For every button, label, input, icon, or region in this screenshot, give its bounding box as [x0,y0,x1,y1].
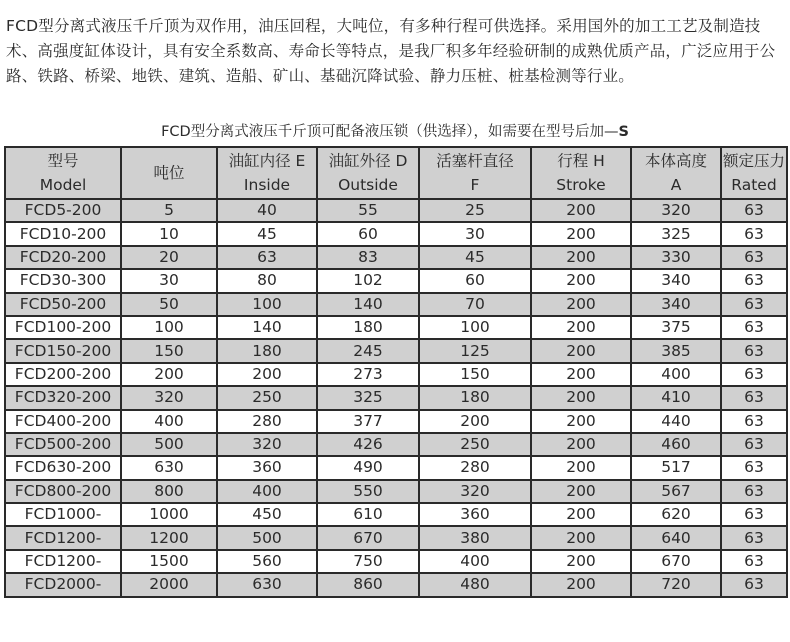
table-cell: 180 [419,386,531,409]
table-cell: FCD630-200 [5,456,121,479]
spec-table [4,146,788,598]
table-cell: 400 [419,550,531,573]
table-cell: 400 [631,363,721,386]
table-row [5,269,787,292]
table-cell: 380 [419,526,531,549]
table-cell: 250 [419,433,531,456]
table-row [5,480,787,503]
column-header [217,147,317,199]
table-cell: 63 [721,339,787,362]
table-cell: 200 [531,363,631,386]
column-header-line2: Outside [338,176,398,194]
table-cell: 200 [531,410,631,433]
table-cell: 100 [419,316,531,339]
table-cell: 30 [121,269,217,292]
column-header [121,147,217,199]
table-cell: FCD30-300 [5,269,121,292]
table-cell: 45 [217,222,317,245]
table-cell: 400 [121,410,217,433]
table-cell: FCD10-200 [5,222,121,245]
table-cell: 140 [317,293,419,316]
table-cell: FCD320-200 [5,386,121,409]
table-cell: 320 [217,433,317,456]
table-cell: 102 [317,269,419,292]
table-cell: 320 [419,480,531,503]
table-cell: 63 [721,480,787,503]
table-cell: FCD50-200 [5,293,121,316]
table-cell: FCD1200- [5,526,121,549]
table-cell: 360 [419,503,531,526]
column-header-line1: 活塞杆直径 [436,152,514,170]
table-cell: 200 [531,550,631,573]
table-cell: 670 [631,550,721,573]
table-cell: 460 [631,433,721,456]
table-cell: 377 [317,410,419,433]
table-cell: 200 [531,293,631,316]
column-header-line1: 油缸内径 E [228,152,306,170]
table-cell: 200 [531,199,631,222]
table-row [5,573,787,596]
table-cell: 450 [217,503,317,526]
column-header [631,147,721,199]
table-cell: 620 [631,503,721,526]
table-row [5,199,787,222]
table-cell: 245 [317,339,419,362]
column-header-line1: 油缸外径 D [328,152,408,170]
table-cell: 360 [217,456,317,479]
table-row [5,293,787,316]
table-cell: 375 [631,316,721,339]
table-cell: 490 [317,456,419,479]
table-cell: 385 [631,339,721,362]
table-cell: 100 [121,316,217,339]
table-cell: 200 [531,269,631,292]
table-cell: 1200 [121,526,217,549]
table-cell: 630 [217,573,317,596]
table-cell: 320 [631,199,721,222]
table-cell: 50 [121,293,217,316]
table-cell: 63 [721,386,787,409]
table-cell: 5 [121,199,217,222]
table-row [5,222,787,245]
table-cell: 325 [631,222,721,245]
table-cell: 150 [121,339,217,362]
table-cell: 280 [217,410,317,433]
table-cell: 100 [217,293,317,316]
table-cell: 150 [419,363,531,386]
table-row [5,246,787,269]
table-cell: 30 [419,222,531,245]
table-cell: 180 [217,339,317,362]
column-header-line1: 型号 [47,152,79,170]
table-cell: 630 [121,456,217,479]
table-cell: 63 [721,222,787,245]
table-cell: FCD500-200 [5,433,121,456]
table-cell: FCD200-200 [5,363,121,386]
table-cell: FCD100-200 [5,316,121,339]
table-row [5,550,787,573]
column-header-line2: Inside [243,176,291,194]
table-row [5,503,787,526]
table-cell: 63 [721,503,787,526]
table-cell: 125 [419,339,531,362]
table-cell: 200 [531,573,631,596]
table-cell: 500 [121,433,217,456]
table-cell: 200 [419,410,531,433]
table-cell: 25 [419,199,531,222]
table-cell: 610 [317,503,419,526]
table-cell: 63 [721,550,787,573]
column-header-line1: 吨位 [153,164,185,182]
table-row [5,456,787,479]
table-cell: 800 [121,480,217,503]
column-header [531,147,631,199]
table-cell: 60 [317,222,419,245]
table-cell: 330 [631,246,721,269]
table-cell: 200 [217,363,317,386]
table-cell: 550 [317,480,419,503]
column-header-line2: Stroke [556,176,606,194]
column-header-line1: 本体高度 [644,152,707,170]
table-cell: 63 [721,246,787,269]
table-cell: 63 [721,199,787,222]
table-cell: 670 [317,526,419,549]
table-row [5,433,787,456]
table-cell: 200 [531,503,631,526]
table-row [5,316,787,339]
table-cell: 63 [721,573,787,596]
table-cell: 200 [531,339,631,362]
table-cell: FCD2000- [5,573,121,596]
table-cell: FCD400-200 [5,410,121,433]
column-header [317,147,419,199]
table-cell: 200 [531,480,631,503]
table-cell: 517 [631,456,721,479]
table-cell: 340 [631,269,721,292]
caption-suffix: S [618,124,629,140]
table-cell: 720 [631,573,721,596]
table-cell: 200 [531,246,631,269]
table-cell: 140 [217,316,317,339]
table-cell: 200 [531,433,631,456]
table-cell: FCD5-200 [5,199,121,222]
table-cell: 70 [419,293,531,316]
table-cell: 1500 [121,550,217,573]
table-cell: 63 [721,526,787,549]
table-cell: 200 [531,316,631,339]
table-cell: 560 [217,550,317,573]
table-cell: 200 [531,386,631,409]
table-cell: 200 [531,222,631,245]
table-cell: 480 [419,573,531,596]
table-cell: FCD1000- [5,503,121,526]
table-cell: 325 [317,386,419,409]
table-cell: 63 [721,456,787,479]
intro-paragraph: FCD型分离式液压千斤顶为双作用，油压回程，大吨位，有多种行程可供选择。采用国外的加工工艺及制造技术、高强度缸体设计，具有安全系数高、寿命长等特点，是我厂积多年经验研制的成熟优质产品，广泛应用于公路、铁路、桥梁、地铁、建筑、造船、矿山、基础沉降试验、静力压桩、桩基检测等行业。 [6,17,776,85]
header-row [5,147,787,199]
table-cell: 340 [631,293,721,316]
table-cell: 180 [317,316,419,339]
column-header [419,147,531,199]
table-row [5,363,787,386]
column-header-line2: Model [39,176,87,194]
table-cell: 200 [531,456,631,479]
table-cell: 500 [217,526,317,549]
table-cell: 860 [317,573,419,596]
column-header-line1: 额定压力 [722,152,785,170]
table-cell: 45 [419,246,531,269]
table-cell: FCD150-200 [5,339,121,362]
table-cell: 63 [721,433,787,456]
table-cell: 63 [721,293,787,316]
table-cell: 567 [631,480,721,503]
table-cell: 80 [217,269,317,292]
column-header-line2: A [670,176,682,194]
table-row [5,526,787,549]
table-cell: FCD1200- [5,550,121,573]
table-cell: 10 [121,222,217,245]
table-cell: 200 [121,363,217,386]
table-cell: 2000 [121,573,217,596]
column-header [5,147,121,199]
column-header-line1: 行程 H [557,152,605,170]
table-cell: 640 [631,526,721,549]
column-header-line2: Rated [731,176,777,194]
table-cell: 63 [721,269,787,292]
table-cell: 426 [317,433,419,456]
table-cell: 410 [631,386,721,409]
table-cell: 750 [317,550,419,573]
table-caption [0,120,790,141]
table-cell: 63 [217,246,317,269]
table-cell: 280 [419,456,531,479]
table-row [5,386,787,409]
table-cell: FCD20-200 [5,246,121,269]
table-cell: 63 [721,410,787,433]
table-cell: 200 [531,526,631,549]
table-cell: 83 [317,246,419,269]
table-cell: 55 [317,199,419,222]
caption-text: FCD型分离式液压千斤顶可配备液压锁（供选择），如需要在型号后加— [161,124,619,140]
table-cell: 60 [419,269,531,292]
table-cell: 250 [217,386,317,409]
table-cell: 273 [317,363,419,386]
table-cell: 1000 [121,503,217,526]
table-cell: 440 [631,410,721,433]
column-header-line2: F [470,176,480,194]
table-cell: 63 [721,363,787,386]
table-body [5,199,787,597]
column-header [721,147,787,199]
table-row [5,339,787,362]
table-cell: 400 [217,480,317,503]
table-cell: FCD800-200 [5,480,121,503]
table-cell: 320 [121,386,217,409]
table-cell: 63 [721,316,787,339]
table-cell: 40 [217,199,317,222]
table-header [5,147,787,199]
table-cell: 20 [121,246,217,269]
table-row [5,410,787,433]
